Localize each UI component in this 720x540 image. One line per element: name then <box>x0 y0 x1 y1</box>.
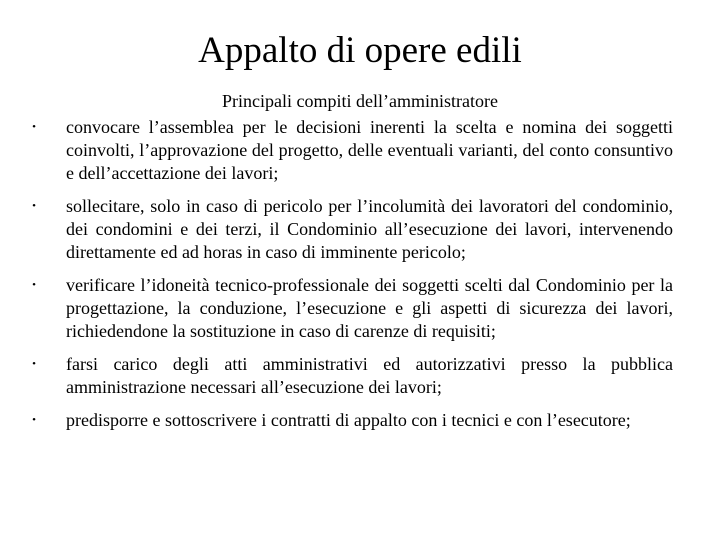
slide-subtitle: Principali compiti dell’amministratore <box>222 91 498 111</box>
bullet-dot-icon: • <box>32 200 36 212</box>
bullet-text: convocare l’assemblea per le decisioni inerenti la scelta e nomina dei soggetti coinvolti, l’approvazione del progetto, delle eventuali varianti, del conto consuntivo e dell’accettazione dei lavori; <box>66 117 673 183</box>
bullet-item <box>32 195 673 264</box>
bullet-list <box>32 116 673 442</box>
slide-title: Appalto di opere edili <box>198 30 522 71</box>
bullet-item <box>32 116 673 185</box>
bullet-text: farsi carico degli atti amministrativi ed autorizzativi presso la pubblica amministrazione necessari all’esecuzione dei lavori; <box>66 354 673 397</box>
bullet-dot-icon: • <box>32 358 36 370</box>
bullet-dot-icon: • <box>32 279 36 291</box>
bullet-item <box>32 409 673 432</box>
bullet-item <box>32 353 673 399</box>
bullet-text: sollecitare, solo in caso di pericolo per l’incolumità dei lavoratori del condominio, dei condomini e dei terzi, il Condominio all’esecuzione dei lavori, intervenendo direttamente ed ad horas in caso di imminente pericolo; <box>66 196 673 262</box>
bullet-text: verificare l’idoneità tecnico-professionale dei soggetti scelti dal Condominio per la progettazione, la conduzione, l’esecuzione e gli aspetti di sicurezza dei lavori, richiedendone la sostituzione in caso di carenze di requisiti; <box>66 275 673 341</box>
bullet-text: predisporre e sottoscrivere i contratti di appalto con i tecnici e con l’esecutore; <box>66 410 631 430</box>
bullet-item <box>32 274 673 343</box>
bullet-dot-icon: • <box>32 121 36 133</box>
bullet-dot-icon: • <box>32 414 36 426</box>
